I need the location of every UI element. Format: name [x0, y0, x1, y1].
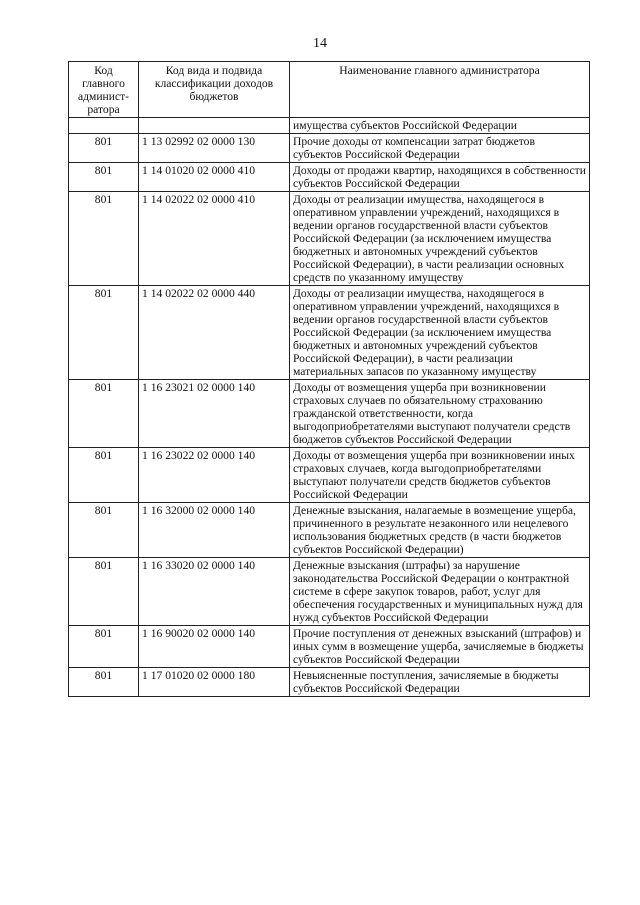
administrator-name-cell: Прочие поступления от денежных взысканий (штрафов) и иных сумм в возмещение ущерба, зачисляемые в бюджеты субъектов Российской Федерации [290, 626, 590, 668]
revenue-code-cell [139, 118, 290, 134]
header-revenue-code: Код вида и подвида классификации доходов бюджетов [139, 62, 290, 118]
admin-code-cell [69, 118, 139, 134]
admin-code-cell: 801 [69, 448, 139, 503]
page-number: 14 [313, 36, 327, 51]
table-row [69, 286, 590, 380]
revenue-code-cell: 1 16 32000 02 0000 140 [139, 503, 290, 558]
admin-code-cell: 801 [69, 163, 139, 192]
administrator-name-cell: имущества субъектов Российской Федерации [290, 118, 590, 134]
administrator-name-cell: Доходы от возмещения ущерба при возникновении страховых случаев по обязательному страхованию гражданской ответственности, когда выгодоприобретателями выступают получатели средств бюджетов субъектов Российской Федерации [290, 380, 590, 448]
revenue-administrators-table [68, 61, 590, 697]
table-row [69, 192, 590, 286]
header-administrator-name: Наименование главного администратора [290, 62, 590, 118]
table-row [69, 668, 590, 697]
admin-code-cell: 801 [69, 134, 139, 163]
header-admin-code: Код главного админист-ратора [69, 62, 139, 118]
administrator-name-cell: Доходы от возмещения ущерба при возникновении иных страховых случаев, когда выгодоприобретателями выступают получатели средств бюджетов субъектов Российской Федерации [290, 448, 590, 503]
revenue-code-cell: 1 14 02022 02 0000 410 [139, 192, 290, 286]
admin-code-cell: 801 [69, 192, 139, 286]
table-row [69, 503, 590, 558]
revenue-code-cell: 1 13 02992 02 0000 130 [139, 134, 290, 163]
admin-code-cell: 801 [69, 286, 139, 380]
table-row [69, 134, 590, 163]
revenue-code-cell: 1 16 90020 02 0000 140 [139, 626, 290, 668]
admin-code-cell: 801 [69, 668, 139, 697]
table-body [69, 118, 590, 697]
administrator-name-cell: Денежные взыскания (штрафы) за нарушение законодательства Российской Федерации о контрактной системе в сфере закупок товаров, работ, услуг для обеспечения государственных и муниципальных нужд для нужд субъектов Российской Федерации [290, 558, 590, 626]
admin-code-cell: 801 [69, 626, 139, 668]
table-row [69, 163, 590, 192]
table-row [69, 626, 590, 668]
table-row [69, 558, 590, 626]
administrator-name-cell: Невыясненные поступления, зачисляемые в бюджеты субъектов Российской Федерации [290, 668, 590, 697]
revenue-code-cell: 1 17 01020 02 0000 180 [139, 668, 290, 697]
administrator-name-cell: Доходы от реализации имущества, находящегося в оперативном управлении учреждений, находящихся в ведении органов государственной власти субъектов Российской Федерации (за исключением имущества бюджетных и автономных учреждений субъектов Российской Федерации), в части реализации основных средств по указанному имуществу [290, 192, 590, 286]
revenue-code-cell: 1 14 01020 02 0000 410 [139, 163, 290, 192]
revenue-code-cell: 1 16 23022 02 0000 140 [139, 448, 290, 503]
admin-code-cell: 801 [69, 503, 139, 558]
administrator-name-cell: Прочие доходы от компенсации затрат бюджетов субъектов Российской Федерации [290, 134, 590, 163]
table-header-row [69, 62, 590, 118]
revenue-code-cell: 1 14 02022 02 0000 440 [139, 286, 290, 380]
administrator-name-cell: Доходы от продажи квартир, находящихся в собственности субъектов Российской Федерации [290, 163, 590, 192]
revenue-code-cell: 1 16 23021 02 0000 140 [139, 380, 290, 448]
administrator-name-cell: Денежные взыскания, налагаемые в возмещение ущерба, причиненного в результате незаконного или нецелевого использования бюджетных средств (в части бюджетов субъектов Российской Федерации) [290, 503, 590, 558]
administrator-name-cell: Доходы от реализации имущества, находящегося в оперативном управлении учреждений, находящихся в ведении органов государственной власти субъектов Российской Федерации (за исключением имущества бюджетных и автономных учреждений субъектов Российской Федерации), в части реализации материальных запасов по указанному имуществу [290, 286, 590, 380]
admin-code-cell: 801 [69, 380, 139, 448]
table-row [69, 118, 590, 134]
admin-code-cell: 801 [69, 558, 139, 626]
table-row [69, 380, 590, 448]
revenue-code-cell: 1 16 33020 02 0000 140 [139, 558, 290, 626]
table-row [69, 448, 590, 503]
